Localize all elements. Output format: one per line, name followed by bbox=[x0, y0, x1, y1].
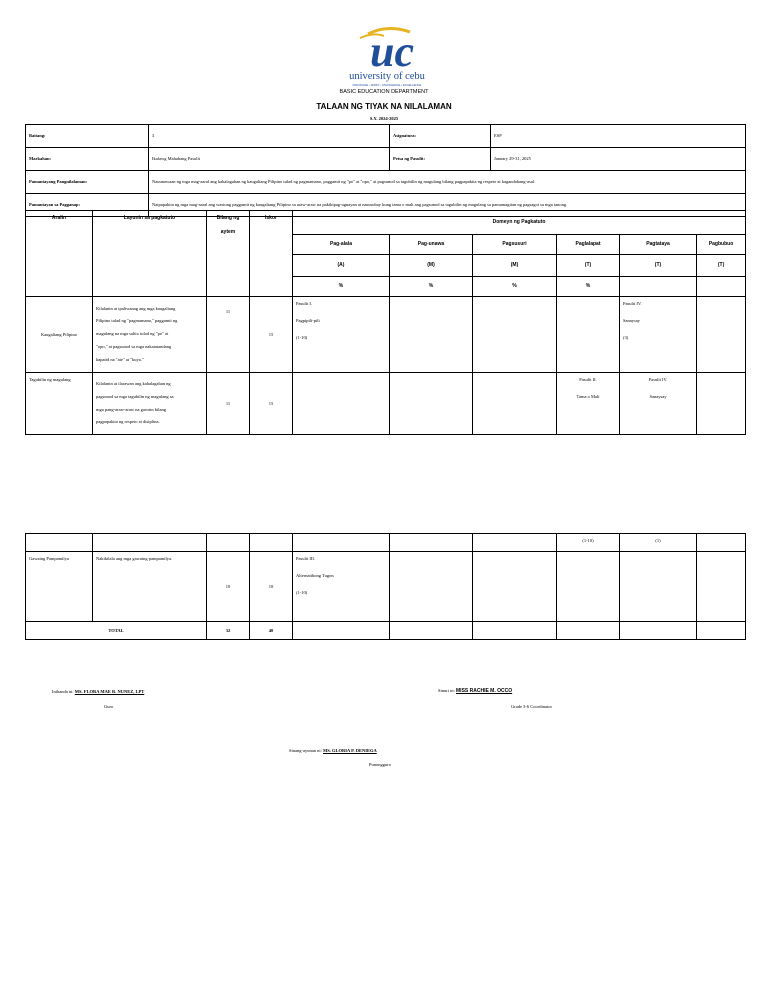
paglalapat-range-cell: (1-10) bbox=[557, 534, 620, 552]
iskor-cell: 15 bbox=[250, 373, 293, 435]
inihanda-label: Inihanda ni: bbox=[52, 689, 74, 694]
info-row-markahan bbox=[26, 148, 746, 171]
pasulit-label: Pasulit II. bbox=[579, 377, 597, 382]
domain-name-pagtataya: Pagtataya bbox=[620, 235, 697, 255]
domain-pct-pag-unawa: % bbox=[390, 277, 473, 297]
layunin-cell bbox=[93, 373, 207, 435]
info-row-baitang bbox=[26, 125, 746, 148]
department-name: BASIC EDUCATION DEPARTMENT bbox=[339, 89, 429, 95]
pag-unawa-cell bbox=[390, 373, 473, 435]
empty-cell bbox=[250, 534, 293, 552]
pasulit-type: Sanaysay bbox=[623, 317, 640, 323]
paglalapat-cell bbox=[557, 373, 620, 435]
paglalapat-cell bbox=[557, 552, 620, 622]
pasulit-label: Pasulit I. bbox=[296, 301, 313, 306]
pag-alala-cell bbox=[293, 373, 390, 435]
empty-cell bbox=[697, 534, 746, 552]
domain-pct-pagbubuo bbox=[697, 277, 746, 297]
empty-cell bbox=[293, 622, 390, 640]
sinuri-block bbox=[438, 688, 512, 694]
pagganap-label: Pamantayan sa Pagganap: bbox=[26, 194, 149, 217]
markahan-value: Ikalawg Mahabang Pasulit bbox=[149, 148, 390, 171]
pagtataya-range-cell: (1) bbox=[620, 534, 697, 552]
table-row-continued bbox=[26, 534, 746, 552]
empty-cell bbox=[390, 622, 473, 640]
header-layunin: Layunin sa pagkatuto bbox=[93, 211, 207, 297]
aralin-cell: Tagubilin ng magulang bbox=[26, 373, 93, 435]
table-row-tagubilin bbox=[26, 373, 746, 435]
total-label: TOTAL bbox=[26, 622, 207, 640]
baitang-label: Baitang: bbox=[26, 125, 149, 148]
domain-name-pag-unawa: Pag-unawa bbox=[390, 235, 473, 255]
pasulit-label: Pasulit IV. bbox=[623, 301, 642, 306]
document-title: TALAAN NG TIYAK NA NILALAMAN bbox=[316, 102, 452, 111]
pag-alala-cell bbox=[293, 297, 390, 373]
sinang-role: Punongguro bbox=[369, 762, 392, 767]
empty-cell bbox=[93, 534, 207, 552]
layunin-line: Kilalanin at ipaliwanag ang mga kaugaliang bbox=[96, 305, 176, 311]
domain-code-pagtataya: (T) bbox=[620, 255, 697, 277]
sinang-label: Sinang-ayunan ni: bbox=[289, 748, 322, 753]
header-bilang-line2: aytem bbox=[220, 228, 236, 235]
empty-cell bbox=[26, 534, 93, 552]
aralin-cell: Gawaing Pampamilya bbox=[26, 552, 93, 622]
empty-cell bbox=[473, 622, 557, 640]
info-table bbox=[25, 124, 746, 217]
pagganap-value: Naipapakita ng mga mag-aaral ang wastong paggamit ng kaugaliang Pilipino sa araw-araw na pakikipag-ugnayan at nasusubay kung tama o mali ang pagsunod sa tagubilin ng magulang sa pamamagitan ng pagsagot sa mga tanong. bbox=[149, 194, 746, 217]
pamantayang-label: Pamantayang Pangnilalaman: bbox=[26, 171, 149, 194]
bilang-cell: 11 bbox=[207, 373, 250, 435]
domain-name-paglalapat: Paglalapat bbox=[557, 235, 620, 255]
pagtataya-cell bbox=[620, 297, 697, 373]
school-year: S.Y. 2024-2025 bbox=[369, 116, 399, 121]
domain-code-pagbubuo: (T) bbox=[697, 255, 746, 277]
inihanda-role: Guro bbox=[104, 704, 114, 709]
table-row-gawaing bbox=[26, 552, 746, 622]
logo-tagline: DISCIPLINE • SPIRIT • KNOWLEDGE • EXCELLENCE bbox=[352, 83, 422, 87]
petsa-label: Petsa ng Pasulit: bbox=[390, 148, 491, 171]
layunin-line: Pilipino tulad ng "pagmamano," paggamit ng bbox=[96, 318, 178, 324]
header-iskor: Iskor bbox=[250, 211, 293, 297]
pagsusuri-cell bbox=[473, 552, 557, 622]
layunin-line: kapatid na "ate" at "kuya." bbox=[96, 356, 144, 362]
domain-code-pagsusuri: (M) bbox=[473, 255, 557, 277]
layunin-cell bbox=[93, 297, 207, 373]
pag-unawa-cell bbox=[390, 297, 473, 373]
pagsusuri-cell bbox=[473, 373, 557, 435]
pasulit-range: (1-10) bbox=[296, 334, 308, 340]
pagtataya-cell bbox=[620, 552, 697, 622]
layunin-cell: Nakikilala ang mga gawaing pampamilya. bbox=[93, 552, 207, 622]
paglalapat-cell bbox=[557, 297, 620, 373]
pagbubuo-cell bbox=[697, 297, 746, 373]
pamantayang-value: Nauunawaan ng mga mag-aaral ang kahalagahan ng kaugaliang Pilipino tulad ng pagmamano, paggamit ng "po" at "opo," at pagsunod sa tagubilin ng magulang bilang pagpapakita ng respeto at kagandahang-asal. bbox=[149, 171, 746, 194]
layunin-line: pagpapakita ng respeto at disiplina. bbox=[96, 419, 160, 425]
domain-pct-pagsusuri: % bbox=[473, 277, 557, 297]
pag-unawa-cell bbox=[390, 552, 473, 622]
domain-name-pagsusuri: Pagsusuri bbox=[473, 235, 557, 255]
total-iskor: 40 bbox=[250, 622, 293, 640]
pasulit-type: Pagpipili-pili bbox=[296, 317, 320, 323]
asignatura-value: ESP bbox=[491, 125, 746, 148]
iskor-cell: 15 bbox=[250, 297, 293, 373]
bilang-cell: 10 bbox=[207, 552, 250, 622]
domain-name-pagbubuo: Pagbubuo bbox=[697, 235, 746, 255]
total-bilang: 32 bbox=[207, 622, 250, 640]
baitang-value: 3 bbox=[149, 125, 390, 148]
domain-pct-pagtataya bbox=[620, 277, 697, 297]
petsa-value: January 29-31, 2025 bbox=[491, 148, 746, 171]
domain-name-pag-alala: Pag-alala bbox=[293, 235, 390, 255]
empty-cell bbox=[207, 534, 250, 552]
empty-cell bbox=[390, 534, 473, 552]
empty-cell bbox=[293, 534, 390, 552]
info-row-pamantayang bbox=[26, 171, 746, 194]
domain-code-paglalapat: (T) bbox=[557, 255, 620, 277]
pasulit-type: Sanaysay bbox=[649, 393, 667, 399]
asignatura-label: Asignatura: bbox=[390, 125, 491, 148]
table-row-total bbox=[26, 622, 746, 640]
pag-alala-cell bbox=[293, 552, 390, 622]
empty-cell bbox=[557, 622, 620, 640]
domain-code-pag-unawa: (M) bbox=[390, 255, 473, 277]
bilang-cell: 11 bbox=[207, 297, 250, 373]
empty-cell bbox=[697, 622, 746, 640]
pasulit-type: Tama o Mali bbox=[576, 393, 600, 399]
sinang-name: MS. GLORIA P. DENIEGA bbox=[323, 748, 377, 753]
pagsusuri-cell bbox=[473, 297, 557, 373]
logo-letters: uc bbox=[370, 27, 414, 76]
sinang-block bbox=[289, 748, 377, 753]
iskor-cell: 10 bbox=[250, 552, 293, 622]
layunin-line: pagsunod sa mga tagubilin ng magulang sa bbox=[96, 393, 174, 399]
markahan-label: Markahan: bbox=[26, 148, 149, 171]
inihanda-block bbox=[52, 689, 144, 694]
pasulit-label: Pasulit IV. bbox=[648, 377, 668, 382]
header-bilang-line1: Bilang ng bbox=[216, 215, 240, 221]
pagbubuo-cell bbox=[697, 373, 746, 435]
domain-code-pag-alala: (A) bbox=[293, 255, 390, 277]
logo-text: university of cebu bbox=[349, 71, 425, 82]
empty-cell bbox=[473, 534, 557, 552]
specification-table-continued bbox=[25, 533, 746, 640]
domain-pct-pag-alala: % bbox=[293, 277, 390, 297]
pagbubuo-cell bbox=[697, 552, 746, 622]
header-bilang bbox=[207, 211, 250, 297]
sinuri-name: MISS RACHIE M. OCCO bbox=[456, 688, 513, 694]
table-row-kaugaliang bbox=[26, 297, 746, 373]
header-aralin: Aralin bbox=[26, 211, 93, 297]
layunin-line: Kilalanin at ilarawan ang kahalagahan ng bbox=[96, 380, 171, 386]
pasulit-type: Alternatibong Tugon bbox=[296, 572, 334, 578]
layunin-line: "opo," at pagsunod sa mga nakatatandang bbox=[96, 343, 172, 349]
specification-table bbox=[25, 210, 746, 435]
aralin-cell: Kaugaliang Pilipino bbox=[26, 297, 93, 373]
empty-cell bbox=[620, 622, 697, 640]
pasulit-label: Pasulit III. bbox=[296, 556, 315, 561]
inihanda-name: MS. FLORA MAE R. NUNEZ, LPT bbox=[74, 689, 145, 694]
domain-pct-paglalapat: % bbox=[557, 277, 620, 297]
layunin-line: mga pang-araw-araw na gawain bilang bbox=[96, 406, 166, 412]
header-row-1 bbox=[26, 211, 746, 235]
sinuri-role: Grade 3-6 Coordinator bbox=[511, 704, 552, 709]
pagtataya-cell bbox=[620, 373, 697, 435]
sinuri-label: Sinuri ni: bbox=[438, 688, 455, 693]
layunin-line: magulang na mga salito tulad ng "po" at bbox=[96, 331, 169, 337]
header-domeyn: Domeyn ng Pagkatuto bbox=[293, 211, 746, 235]
pasulit-range: (3) bbox=[623, 334, 629, 340]
pasulit-range: (1-10) bbox=[296, 589, 308, 595]
